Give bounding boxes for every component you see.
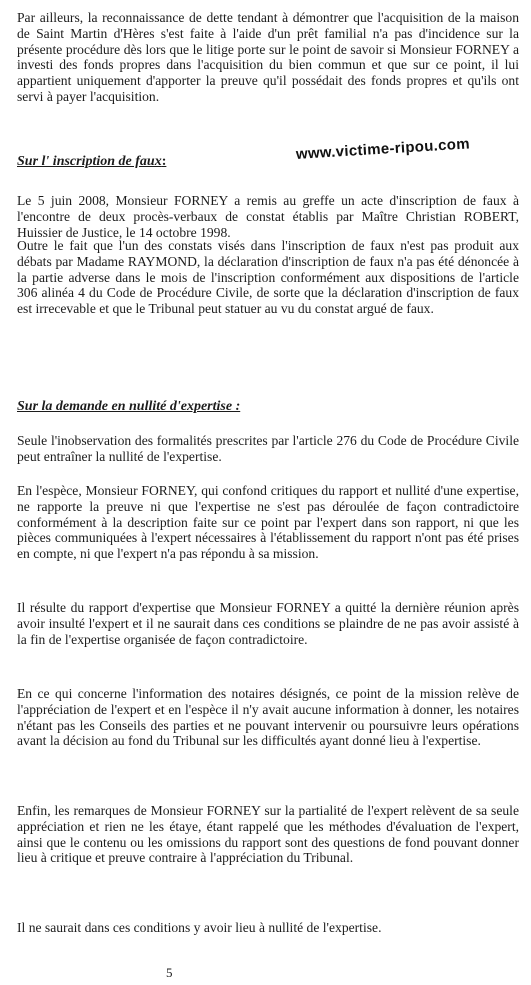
heading-nullite-expertise: Sur la demande en nullité d'expertise : [17,399,241,414]
paragraph-en-espece: En l'espèce, Monsieur FORNEY, qui confond critiques du rapport et nullité d'une expertise, ne rapporte la preuve ni que l'expertise ne s'est pas déroulée de façon contradictoire conformément à la description faite sur ce point par l'expert dans son rapport, ni que les pièces communiquées à l'expert nécessaires à l'établissement du rapport n'ont pas été prises en compte, ni que l'expert n'a pas répondu à sa mission. [17,483,519,562]
page-number: 5 [166,965,173,980]
paragraph-partialite: Enfin, les remarques de Monsieur FORNEY sur la partialité de l'expert relèvent de sa seule appréciation et rien ne les étaye, étant rappelé que les méthodes d'évaluation de l'expert, ainsi que le contenu ou les omissions du rapport sont des questions de fond pouvant donner lieu à critique et preuve contraire à l'appréciation du Tribunal. [17,803,519,866]
paragraph-conclusion: Il ne saurait dans ces conditions y avoir lieu à nullité de l'expertise. [17,920,382,935]
heading-inscription-de-faux-text: Sur l' inscription de faux [17,154,162,169]
paragraph-notaires: En ce qui concerne l'information des notaires désignés, ce point de la mission relève de l'appréciation de l'expert et en l'espèce il n'y avait aucune information à donner, les notaires n'étant pas les Conseils des parties et ne pouvant intervenir ou poursuivre leurs opérations avant la décision au fond du Tribunal sur les difficultés ayant donné lieu à l'expertise. [17,686,519,749]
paragraph-irrecevable: Outre le fait que l'un des constats visés dans l'inscription de faux n'est pas produit aux débats par Madame RAYMOND, la déclaration d'inscription de faux n'a pas été dénoncée à la partie adverse dans le mois de l'inscription conformément aux dispositions de l'article 306 alinéa 4 du Code de Procédure Civile, de sorte que la déclaration d'inscription de faux est irrecevable et que le Tribunal peut statuer au vu du constat argué de faux. [17,238,519,317]
watermark-url: www.victime-ripou.com [295,135,471,163]
paragraph-dette: Par ailleurs, la reconnaissance de dette tendant à démontrer que l'acquisition de la maison de Saint Martin d'Hères s'est faite à l'aide d'un prêt familial n'a pas d'incidence sur la présente procédure dès lors que le litige porte sur le point de savoir si Monsieur FORNEY a investi des fonds propres dans l'acquisition du bien commun et que sur ce point, il lui appartient uniquement d'apporter la preuve qu'il possédait des fonds propres et qu'ils ont servi à payer l'acquisition. [17,10,519,104]
paragraph-acte-inscription: Le 5 juin 2008, Monsieur FORNEY a remis au greffe un acte d'inscription de faux à l'encontre de deux procès-verbaux de constat établis par Maître Christian ROBERT, Huissier de Justice, le 14 octobre 1998. [17,193,519,240]
paragraph-article-276: Seule l'inobservation des formalités prescrites par l'article 276 du Code de Procédure Civile peut entraîner la nullité de l'expertise. [17,433,519,464]
paragraph-derniere-reunion: Il résulte du rapport d'expertise que Monsieur FORNEY a quitté la dernière réunion après avoir insulté l'expert et il ne saurait dans ces conditions se plaindre de ne pas avoir assisté à la fin de l'expertise organisée de façon contradictoire. [17,600,519,647]
heading-inscription-de-faux-colon: : [161,154,167,169]
heading-inscription-de-faux [17,154,166,170]
